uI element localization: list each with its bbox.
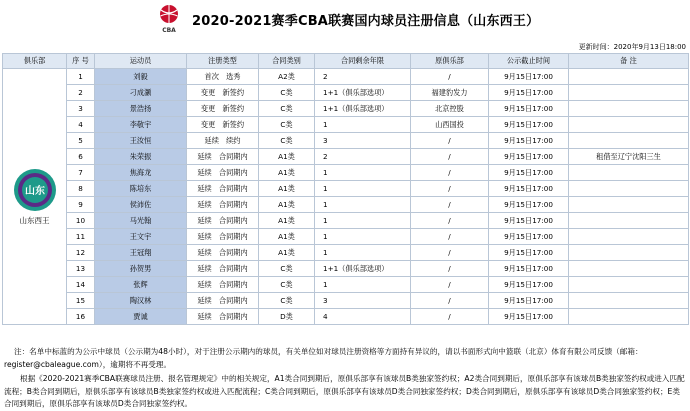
original-club: /: [411, 165, 489, 181]
original-club: /: [411, 245, 489, 261]
remark: [569, 69, 689, 85]
remark: [569, 117, 689, 133]
original-club: /: [411, 149, 489, 165]
row-number: 3: [67, 101, 95, 117]
contract-category: C类: [259, 277, 315, 293]
table-row: [3, 181, 689, 197]
contract-category: C类: [259, 133, 315, 149]
row-number: 5: [67, 133, 95, 149]
row-number: 10: [67, 213, 95, 229]
contract-years: 2: [315, 149, 411, 165]
publicity-deadline: 9月15日17:00: [489, 213, 569, 229]
table-row: [3, 213, 689, 229]
remark: [569, 101, 689, 117]
remark: [569, 245, 689, 261]
table-row: [3, 245, 689, 261]
contract-years: 1: [315, 117, 411, 133]
original-club: /: [411, 229, 489, 245]
table-row: [3, 309, 689, 325]
contract-years: 2: [315, 69, 411, 85]
player-name: 侯沛佐: [95, 197, 187, 213]
remark: [569, 229, 689, 245]
notes-section: [4, 346, 686, 411]
original-club: 北京控股: [411, 101, 489, 117]
player-name: 景浩扬: [95, 101, 187, 117]
row-number: 4: [67, 117, 95, 133]
contract-years: 1+1（俱乐部选项）: [315, 261, 411, 277]
player-name: 王文宇: [95, 229, 187, 245]
contract-years: 1: [315, 229, 411, 245]
publicity-deadline: 9月15日17:00: [489, 117, 569, 133]
publicity-deadline: 9月15日17:00: [489, 293, 569, 309]
row-number: 1: [67, 69, 95, 85]
remark: [569, 213, 689, 229]
publicity-deadline: 9月15日17:00: [489, 245, 569, 261]
note-contract-rules: 根据《2020-2021赛季CBA联赛球员注册、报名管理规定》中的相关规定，A1类合同到期后，原俱乐部享有该球员B类独家签约权；A2类合同到期后，原俱乐部享有该球员B类独家签约权或进入匹配流程；B类合同到期后，原俱乐部享有该球员B类独家签约权或进入匹配流程；C类合同到期后，原俱乐部享有该球员D类合同独家签约权；D类合同到期后，原俱乐部享有该球员D类合同独家签约权；E类合同到期后，原俱乐部享有该球员D类合同独家签约权。: [4, 374, 685, 408]
table-row: [3, 277, 689, 293]
table-row: [3, 229, 689, 245]
original-club: /: [411, 133, 489, 149]
table-row: [3, 133, 689, 149]
registration-type: 延续 合同期内: [187, 245, 259, 261]
table-row: [3, 69, 689, 85]
club-logo-text: 山东: [24, 185, 45, 197]
table-header-row: [3, 54, 689, 69]
registration-type: 延续 合同期内: [187, 197, 259, 213]
remark: [569, 165, 689, 181]
table-row: [3, 117, 689, 133]
club-name: 山东西王: [19, 215, 50, 225]
contract-category: C类: [259, 293, 315, 309]
registration-type: 延续 合同期内: [187, 181, 259, 197]
publicity-deadline: 9月15日17:00: [489, 85, 569, 101]
contract-years: 3: [315, 293, 411, 309]
row-number: 12: [67, 245, 95, 261]
row-number: 2: [67, 85, 95, 101]
row-number: 8: [67, 181, 95, 197]
contract-years: 1: [315, 277, 411, 293]
document-header: [0, 0, 690, 40]
contract-category: C类: [259, 261, 315, 277]
registration-type: 延续 合同期内: [187, 165, 259, 181]
row-number: 7: [67, 165, 95, 181]
original-club: /: [411, 213, 489, 229]
publicity-deadline: 9月15日17:00: [489, 261, 569, 277]
original-club: /: [411, 197, 489, 213]
contract-category: A1类: [259, 197, 315, 213]
contract-years: 3: [315, 133, 411, 149]
original-club: 山西国投: [411, 117, 489, 133]
remark: 租借至辽宁沈阳三生: [569, 149, 689, 165]
publicity-deadline: 9月15日17:00: [489, 133, 569, 149]
column-header: 运动员: [95, 54, 187, 69]
contract-years: 1: [315, 165, 411, 181]
table-row: [3, 197, 689, 213]
remark: [569, 277, 689, 293]
registration-type: 延续 合同期内: [187, 277, 259, 293]
contract-category: C类: [259, 101, 315, 117]
publicity-deadline: 9月15日17:00: [489, 101, 569, 117]
original-club: 福建豹发力: [411, 85, 489, 101]
contract-category: A1类: [259, 229, 315, 245]
registration-type: 延续 合同期内: [187, 229, 259, 245]
contract-category: C类: [259, 85, 315, 101]
registration-type: 首次 选秀: [187, 69, 259, 85]
column-header: 合同剩余年限: [315, 54, 411, 69]
original-club: /: [411, 261, 489, 277]
registration-type: 延续 合同期内: [187, 261, 259, 277]
contract-category: A1类: [259, 181, 315, 197]
shandong-club-logo-icon: [13, 168, 57, 212]
remark: [569, 133, 689, 149]
player-name: 孙贺男: [95, 261, 187, 277]
registration-type: 延续 合同期内: [187, 213, 259, 229]
player-name: 陈培东: [95, 181, 187, 197]
publicity-deadline: 9月15日17:00: [489, 277, 569, 293]
row-number: 6: [67, 149, 95, 165]
cba-logo-icon: [158, 4, 180, 34]
row-number: 11: [67, 229, 95, 245]
contract-category: C类: [259, 117, 315, 133]
registration-table: [2, 53, 689, 325]
player-name: 王汝恒: [95, 133, 187, 149]
column-header: 公示截止时间: [489, 54, 569, 69]
contract-years: 1: [315, 213, 411, 229]
player-name: 朱荣振: [95, 149, 187, 165]
player-name: 陶汉林: [95, 293, 187, 309]
player-name: 刘毅: [95, 69, 187, 85]
registration-type: 延续 续约: [187, 133, 259, 149]
original-club: /: [411, 293, 489, 309]
player-name: 张辉: [95, 277, 187, 293]
registration-type: 延续 合同期内: [187, 149, 259, 165]
contract-category: D类: [259, 309, 315, 325]
update-time: 更新时间：2020年9月13日18:00: [578, 43, 686, 51]
column-header: 俱乐部: [3, 54, 67, 69]
table-row: [3, 85, 689, 101]
publicity-deadline: 9月15日17:00: [489, 229, 569, 245]
publicity-deadline: 9月15日17:00: [489, 309, 569, 325]
table-row: [3, 149, 689, 165]
contract-years: 4: [315, 309, 411, 325]
original-club: /: [411, 277, 489, 293]
table-row: [3, 261, 689, 277]
contract-years: 1: [315, 245, 411, 261]
contract-years: 1+1（俱乐部选项）: [315, 101, 411, 117]
registration-type: 变更 新签约: [187, 101, 259, 117]
contract-category: A1类: [259, 165, 315, 181]
registration-type: 变更 新签约: [187, 85, 259, 101]
remark: [569, 197, 689, 213]
publicity-deadline: 9月15日17:00: [489, 149, 569, 165]
registration-type: 延续 合同期内: [187, 309, 259, 325]
remark: [569, 261, 689, 277]
publicity-deadline: 9月15日17:00: [489, 69, 569, 85]
publicity-deadline: 9月15日17:00: [489, 165, 569, 181]
player-name: 马光翰: [95, 213, 187, 229]
contract-years: 1+1（俱乐部选项）: [315, 85, 411, 101]
column-header: 合同类别: [259, 54, 315, 69]
page-title: 2020-2021赛季CBA联赛国内球员注册信息（山东西王）: [192, 14, 540, 29]
player-name: 李敬宇: [95, 117, 187, 133]
row-number: 15: [67, 293, 95, 309]
table-row: [3, 165, 689, 181]
remark: [569, 85, 689, 101]
row-number: 13: [67, 261, 95, 277]
column-header: 备 注: [569, 54, 689, 69]
row-number: 16: [67, 309, 95, 325]
player-name: 王冠翔: [95, 245, 187, 261]
registration-type: 延续 合同期内: [187, 293, 259, 309]
player-name: 贾诚: [95, 309, 187, 325]
note-publicity: 注：名单中标蓝的为公示中球员（公示期为48小时），对于注册公示期内的球员，有关单位如对球员注册资格等方面持有异议的，请以书面形式向中篮联（北京）体育有限公司反馈（邮箱：register@cbaleague.com），逾期将不再受理。: [4, 347, 643, 369]
original-club: /: [411, 309, 489, 325]
contract-years: 1: [315, 197, 411, 213]
player-name: 刁成灏: [95, 85, 187, 101]
publicity-deadline: 9月15日17:00: [489, 197, 569, 213]
table-row: [3, 101, 689, 117]
remark: [569, 309, 689, 325]
club-block: [4, 168, 65, 226]
registration-type: 变更 新签约: [187, 117, 259, 133]
row-number: 9: [67, 197, 95, 213]
contract-years: 1: [315, 181, 411, 197]
original-club: /: [411, 181, 489, 197]
club-cell: [3, 69, 67, 325]
contract-category: A2类: [259, 69, 315, 85]
column-header: 原俱乐部: [411, 54, 489, 69]
column-header: 注册类型: [187, 54, 259, 69]
row-number: 14: [67, 277, 95, 293]
remark: [569, 293, 689, 309]
cba-logo-text: CBA: [162, 27, 176, 34]
publicity-deadline: 9月15日17:00: [489, 181, 569, 197]
contract-category: A1类: [259, 213, 315, 229]
table-row: [3, 293, 689, 309]
original-club: /: [411, 69, 489, 85]
remark: [569, 181, 689, 197]
contract-category: A1类: [259, 245, 315, 261]
contract-category: A1类: [259, 149, 315, 165]
column-header: 序 号: [67, 54, 95, 69]
player-name: 焦海龙: [95, 165, 187, 181]
